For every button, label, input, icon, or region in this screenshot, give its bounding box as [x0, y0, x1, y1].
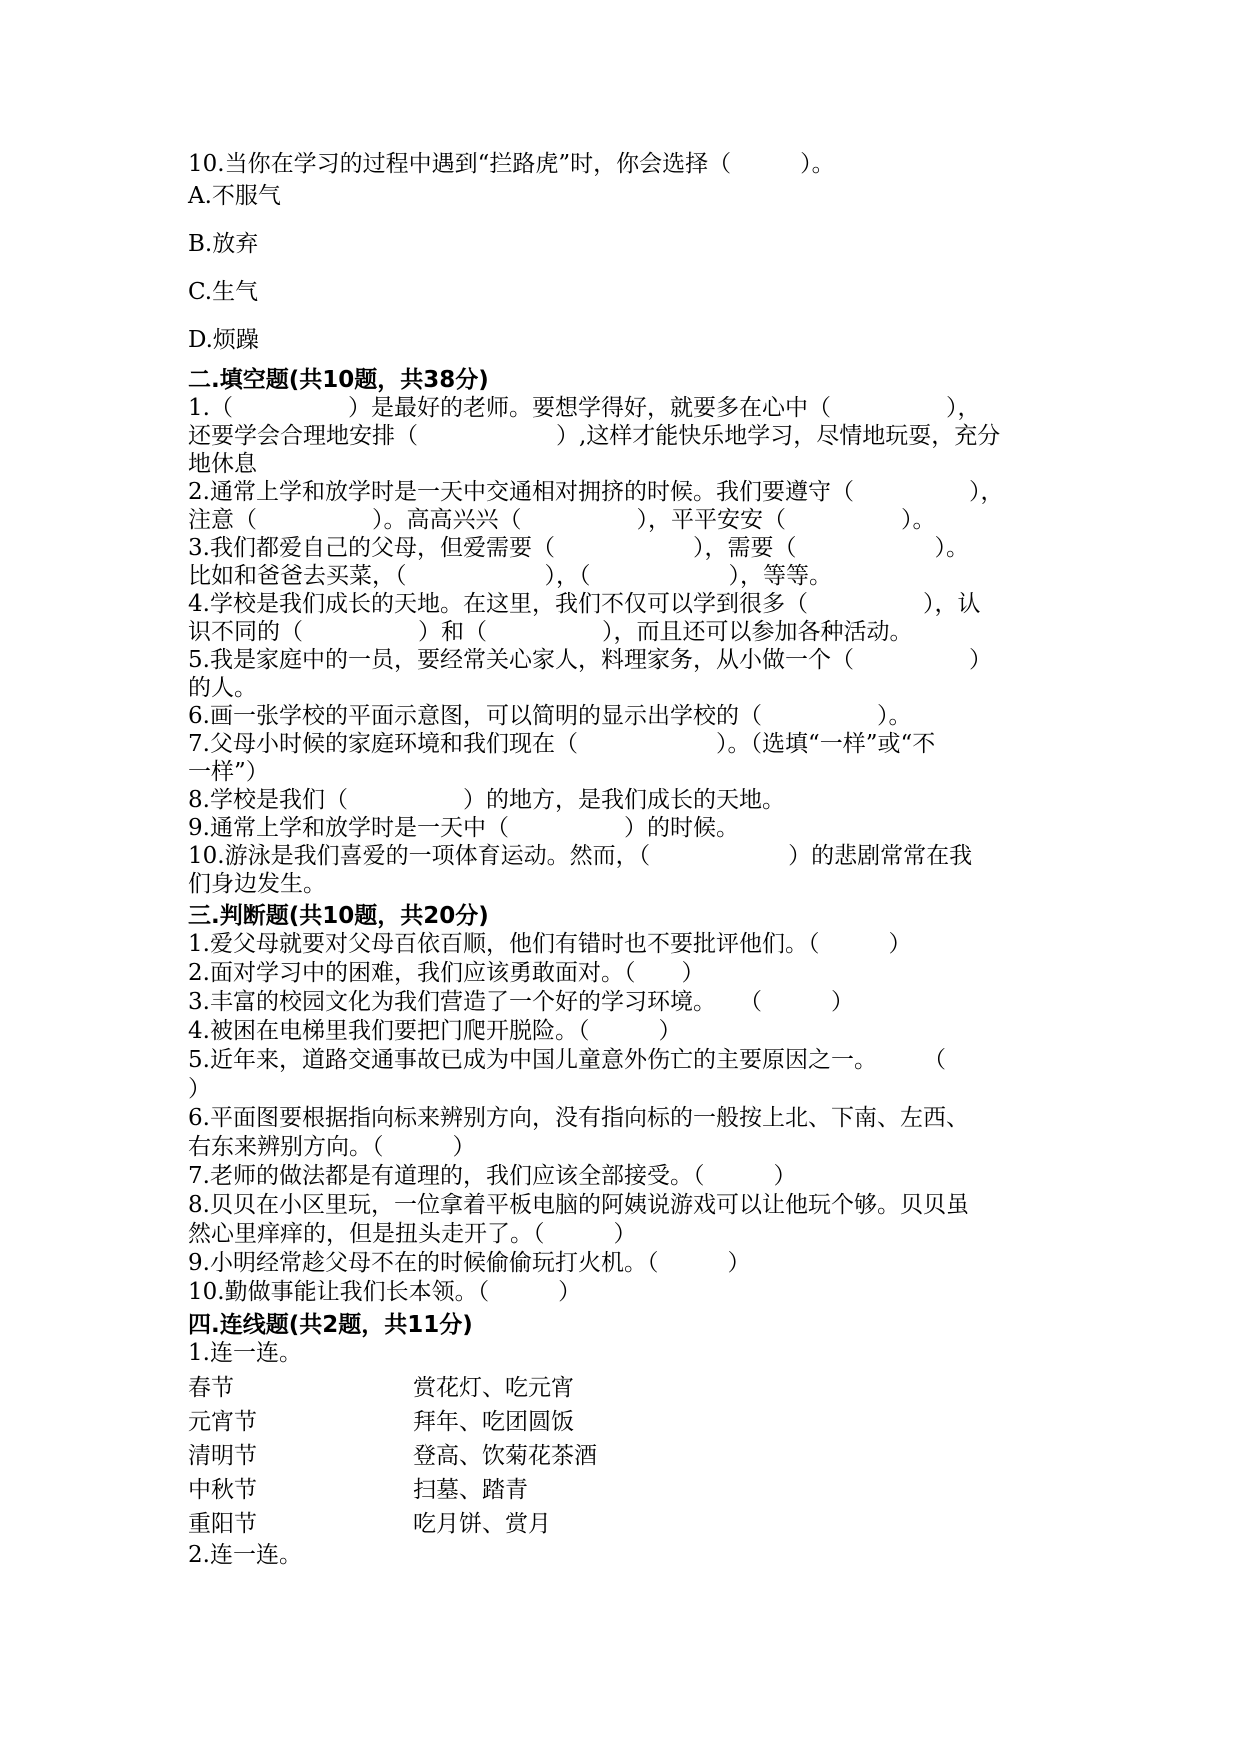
exam-page: [188, 150, 1068, 1569]
fill-line: 5.我是家庭中的一员，要经常关心家人，料理家务，从小做一个（ ）: [188, 647, 992, 673]
judge-line: 8.贝贝在小区里玩，一位拿着平板电脑的阿姨说游戏可以让他玩个够。贝贝虽: [188, 1192, 969, 1218]
fill-line: 比如和爸爸去买菜，（ ），（ ），等等。: [188, 563, 832, 589]
judge-line: 9.小明经常趁父母不在的时候偷偷玩打火机。（ ）: [188, 1250, 751, 1276]
match-row: [188, 1371, 1068, 1405]
festival-custom: 扫墓、踏青: [413, 1477, 528, 1503]
festival-custom: 登高、饮菊花茶酒: [413, 1443, 597, 1469]
fill-line: 还要学会合理地安排（ ）,这样才能快乐地学习，尽情地玩耍，充分: [188, 423, 1001, 449]
match-row: [188, 1405, 1068, 1439]
festival-name: 元宵节: [188, 1409, 257, 1435]
festival-name: 中秋节: [188, 1477, 257, 1503]
fill-line: 2.通常上学和放学时是一天中交通相对拥挤的时候。我们要遵守（ ），: [188, 479, 1004, 505]
fill-line: 3.我们都爱自己的父母，但爱需要（ ），需要（ ）。: [188, 535, 969, 561]
fill-line: 识不同的（ ）和（ ），而且还可以参加各种活动。: [188, 619, 913, 645]
fill-line: 4.学校是我们成长的天地。在这里，我们不仅可以学到很多（ ），认: [188, 591, 981, 617]
fill-line: 注意（ ）。高高兴兴（ ），平平安安（ ）。: [188, 507, 936, 533]
section-3-body: [188, 930, 1068, 1307]
judge-line: 4.被困在电梯里我们要把门爬开脱险。（ ）: [188, 1018, 682, 1044]
fill-line: 地休息: [188, 451, 257, 477]
fill-line: 们身边发生。: [188, 871, 326, 897]
match-row: [188, 1473, 1068, 1507]
match-question-2-label: 2.连一连。: [188, 1542, 302, 1568]
match-row: [188, 1439, 1068, 1473]
match-question-1-label: 1.连一连。: [188, 1340, 302, 1366]
judge-line: 3.丰富的校园文化为我们营造了一个好的学习环境。 （ ）: [188, 989, 854, 1015]
judge-line: 然心里痒痒的，但是扭头走开了。（ ）: [188, 1221, 637, 1247]
match-row: [188, 1507, 1068, 1541]
match-table: [188, 1371, 1068, 1541]
festival-name: 春节: [188, 1375, 234, 1401]
fill-line: 1.（ ）是最好的老师。要想学得好，就要多在心中（ ），: [188, 395, 981, 421]
fill-line: 的人。: [188, 675, 257, 701]
option-c: C.生气: [188, 279, 259, 305]
festival-name: 重阳节: [188, 1511, 257, 1537]
question-10-stem: 10.当你在学习的过程中遇到“拦路虎”时，你会选择（ ）。: [188, 151, 835, 177]
festival-custom: 吃月饼、赏月: [413, 1511, 551, 1537]
section-4-title: 四.连线题(共2题，共11分): [188, 1312, 473, 1338]
section-3-title: 三.判断题(共10题，共20分): [188, 903, 489, 929]
judge-line: ）: [188, 1076, 211, 1102]
section-2-body: [188, 394, 1068, 898]
judge-line: 5.近年来，道路交通事故已成为中国儿童意外伤亡的主要原因之一。 （: [188, 1047, 946, 1073]
festival-custom: 拜年、吃团圆饭: [413, 1409, 574, 1435]
festival-custom: 赏花灯、吃元宵: [413, 1375, 574, 1401]
judge-line: 7.老师的做法都是有道理的，我们应该全部接受。（ ）: [188, 1163, 797, 1189]
fill-line: 6.画一张学校的平面示意图，可以简明的显示出学校的（ ）。: [188, 703, 912, 729]
judge-line: 10.勤做事能让我们长本领。（ ）: [188, 1279, 582, 1305]
fill-line: 7.父母小时候的家庭环境和我们现在（ ）。（选填“一样”或“不: [188, 731, 936, 757]
judge-line: 2.面对学习中的困难，我们应该勇敢面对。（ ）: [188, 960, 705, 986]
section-2-title: 二.填空题(共10题，共38分): [188, 367, 489, 393]
fill-line: 10.游泳是我们喜爱的一项体育运动。然而，（ ）的悲剧常常在我: [188, 843, 973, 869]
judge-line: 右东来辨别方向。（ ）: [188, 1134, 476, 1160]
fill-line: 8.学校是我们（ ）的地方，是我们成长的天地。: [188, 787, 785, 813]
fill-line: 9.通常上学和放学时是一天中（ ）的时候。: [188, 815, 739, 841]
option-b: B.放弃: [188, 231, 259, 257]
judge-line: 1.爱父母就要对父母百依百顺，他们有错时也不要批评他们。（ ）: [188, 931, 912, 957]
option-d: D.烦躁: [188, 327, 259, 353]
fill-line: 一样”）: [188, 759, 269, 785]
festival-name: 清明节: [188, 1443, 257, 1469]
judge-line: 6.平面图要根据指向标来辨别方向，没有指向标的一般按上北、下南、左西、: [188, 1105, 969, 1131]
option-a: A.不服气: [188, 183, 281, 209]
